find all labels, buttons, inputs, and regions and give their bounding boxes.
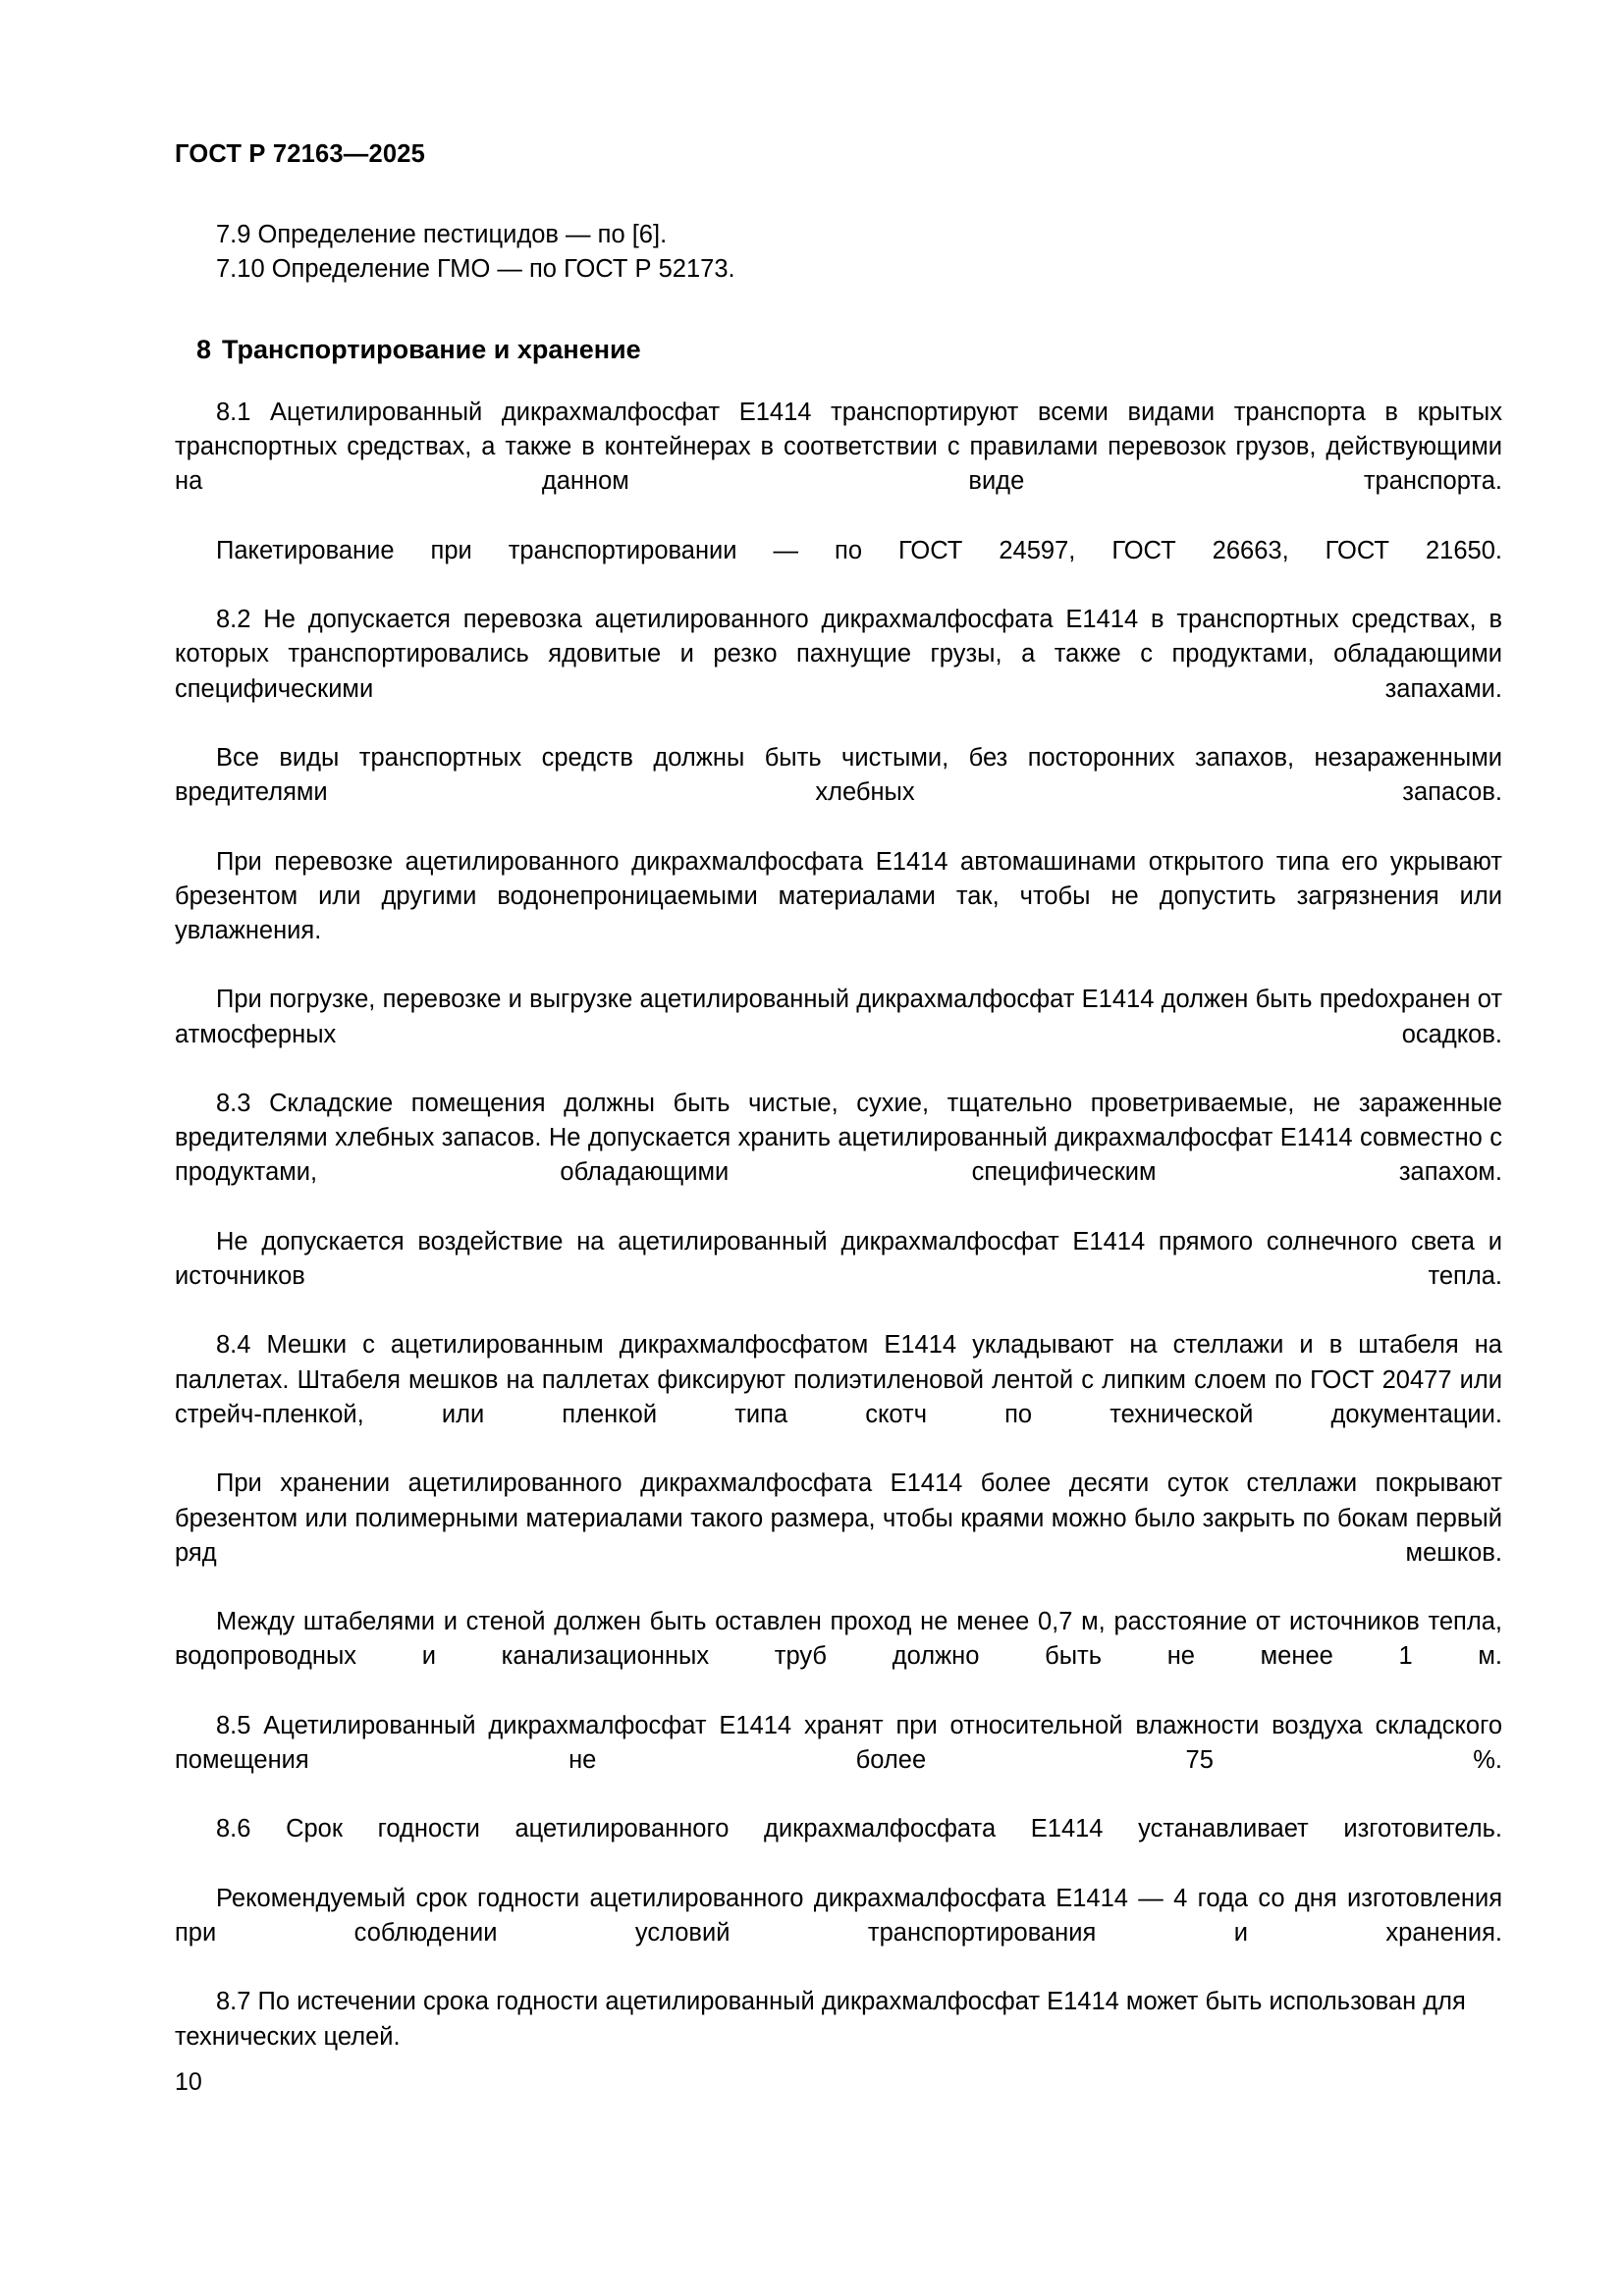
clause-7-9: 7.9 Определение пестицидов — по [6]. xyxy=(216,221,668,248)
paragraph-8-7: 8.7 По истечении срока годности ацетилированный дикрахмалфосфат Е1414 может быть использован для технических целей. xyxy=(175,1988,1466,2051)
paragraph-8-3: 8.3 Складские помещения должны быть чистые, сухие, тщательно проветриваемые, не зараженные вредителями хлебных запасов. Не допускается хранить ацетилированный дикрахмалфосфат Е1414 совместно с продуктами, обладающими специфическим запахом. xyxy=(175,1090,1502,1187)
paragraph-long-storage: При хранении ацетилированного дикрахмалфосфата Е1414 более десяти суток стеллажи покрывают брезентом или полимерными материалами такого размера, чтобы краями можно было закрыть по бокам первый ряд мешков. xyxy=(175,1469,1502,1567)
paragraph-8-1: 8.1 Ацетилированный дикрахмалфосфат Е1414 транспортируют всеми видами транспорта в крытых транспортных средствах, а также в контейнерах в соответствии с правилами перевозок грузов, действующими на данном виде транспорта. xyxy=(175,399,1502,496)
paragraph-8-4: 8.4 Мешки с ацетилированным дикрахмалфосфатом Е1414 укладывают на стеллажи и в штабеля на паллетах. Штабеля мешков на паллетах фиксируют полиэтиленовой лентой с липким слоем по ГОСТ 20477 или стрейч-пленкой, или пленкой типа скотч по технической документации. xyxy=(175,1331,1502,1428)
section-title: Транспортирование и хранение xyxy=(222,335,641,364)
paragraph-packaging: Пакетирование при транспортировании — по ГОСТ 24597, ГОСТ 26663, ГОСТ 21650. xyxy=(216,536,1502,564)
section-heading-8 xyxy=(175,333,1502,366)
clause-7-10: 7.10 Определение ГМО — по ГОСТ Р 52173. xyxy=(216,255,735,283)
paragraph-8-6: 8.6 Срок годности ацетилированного дикрахмалфосфата Е1414 устанавливает изготовитель. xyxy=(216,1815,1502,1843)
page-content xyxy=(175,218,1502,2089)
paragraph-vehicles-clean: Все виды транспортных средств должны быть чистыми, без посторонних запахов, незараженными вредителями хлебных запасов. xyxy=(175,744,1502,807)
paragraph-open-trucks: При перевозке ацетилированного дикрахмалфосфата Е1414 автомашинами открытого типа его укрывают брезентом или другими водонепроницаемыми материалами так, чтобы не допустить загрязнения или увлажнения. xyxy=(175,847,1502,945)
paragraph-8-2: 8.2 Не допускается перевозка ацетилированного дикрахмалфосфата Е1414 в транспортных средствах, в которых транспортировались ядовитые и резко пахнущие грузы, а также с продуктами, обладающими специфическими запахами. xyxy=(175,606,1502,703)
running-header-standard-number: ГОСТ Р 72163—2025 xyxy=(175,140,426,168)
paragraph-aisle-distance: Между штабелями и стеной должен быть оставлен проход не менее 0,7 м, расстояние от источников тепла, водопроводных и канализационных труб должно быть не менее 1 м. xyxy=(175,1608,1502,1671)
page-number: 10 xyxy=(175,2068,202,2096)
paragraph-loading: При погрузке, перевозке и выгрузке ацетилированный дикрахмалфосфат Е1414 должен быть преdохранен от атмосферных осадков. xyxy=(175,986,1502,1048)
paragraph-sunlight: Не допускается воздействие на ацетилированный дикрахмалфосфат Е1414 прямого солнечного света и источников тепла. xyxy=(175,1227,1502,1291)
paragraph-shelf-life: Рекомендуемый срок годности ацетилированного дикрахмалфосфата Е1414 — 4 года со дня изготовления при соблюдении условий транспортирования и хранения. xyxy=(175,1884,1502,1947)
section-number: 8 xyxy=(196,335,212,364)
paragraph-8-5: 8.5 Ацетилированный дикрахмалфосфат Е1414 хранят при относительной влажности воздуха складского помещения не более 75 %. xyxy=(175,1711,1502,1774)
